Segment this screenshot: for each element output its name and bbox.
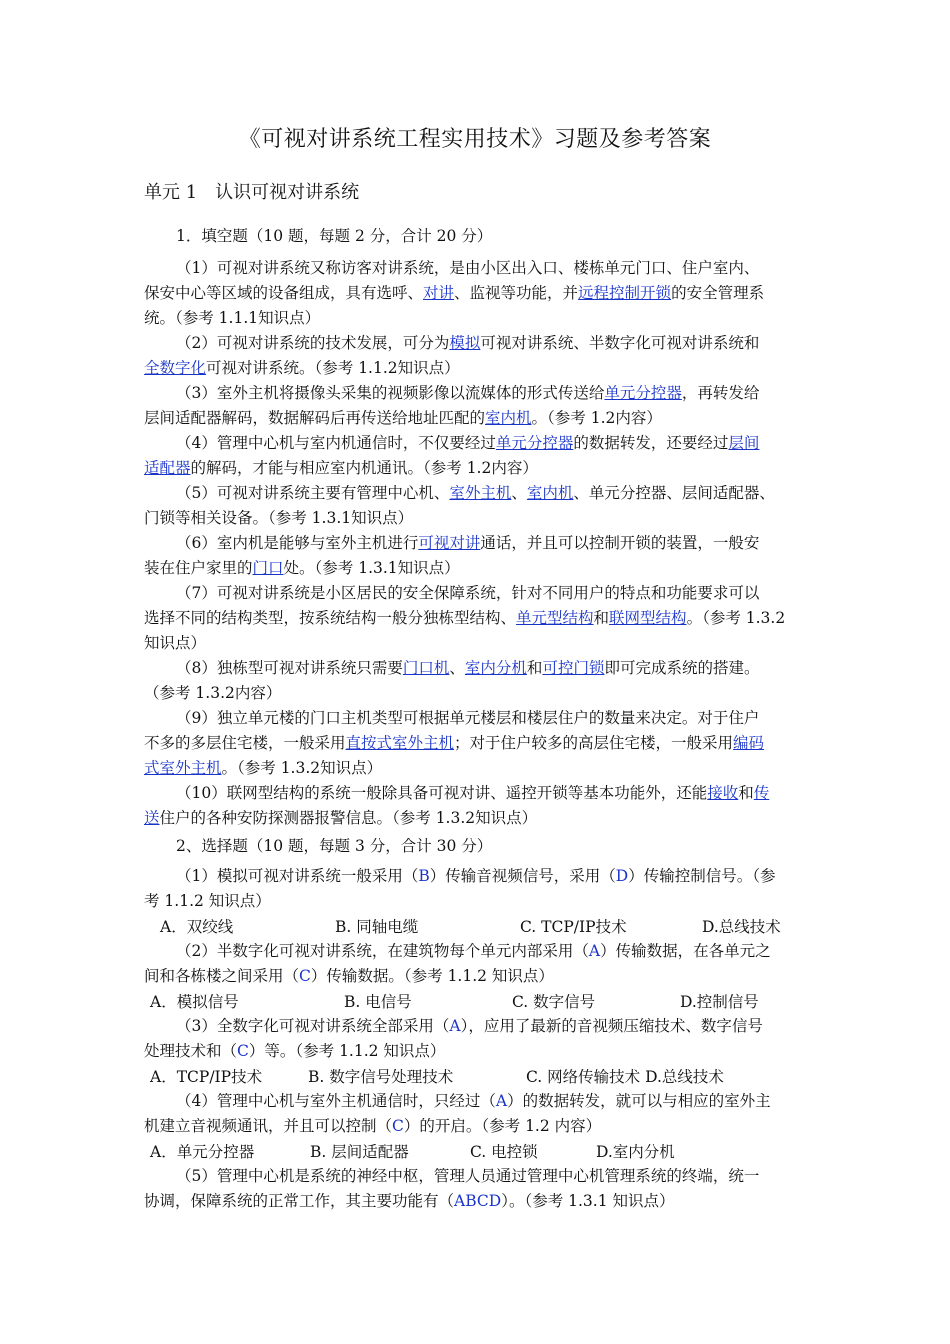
choice-3-line-2: 处理技术和（C）等。（参考 1.1.2 知识点） <box>144 1042 446 1060</box>
fill-7-line-2: 选择不同的结构类型，按系统结构一般分独栋型结构、单元型结构和联网型结构。（参考 1.3.2 <box>144 609 786 627</box>
fill-5-line-1: （5）可视对讲系统主要有管理中心机、室外主机、室内机、单元分控器、层间适配器、 <box>176 484 775 502</box>
fill-9-line-1: （9）独立单元楼的门口主机类型可根据单元楼层和楼层住户的数量来决定。对于住户 <box>176 709 760 727</box>
choice-answer: B <box>418 867 430 885</box>
choice-answer: C <box>299 967 311 985</box>
fill-9-line-2: 不多的多层住宅楼，一般采用直按式室外主机；对于住户较多的高层住宅楼，一般采用编码 <box>144 734 765 752</box>
option-c: C. TCP/IP技术 <box>520 918 627 936</box>
fill-8-line-1: （8）独栋型可视对讲系统只需要门口机、室内分机和可控门锁即可完成系统的搭建。 <box>176 659 760 677</box>
answer: 单元分控器 <box>604 384 682 402</box>
option-d: D.控制信号 <box>680 993 759 1011</box>
option-b: B. 电信号 <box>344 993 412 1011</box>
choice-answer: A <box>495 1092 508 1110</box>
answer: 直按式室外主机 <box>345 734 455 752</box>
answer: 编码 <box>733 734 765 752</box>
answer: 可控门锁 <box>542 659 605 677</box>
choice-answer: C <box>392 1117 404 1135</box>
fill-2-line-2: 全数字化可视对讲系统。（参考 1.1.2知识点） <box>144 359 460 377</box>
choice-1-line-1: （1）模拟可视对讲系统一般采用（B）传输音视频信号，采用（D）传输控制信号。（参 <box>176 867 776 885</box>
unit-heading: 单元 1 认识可视对讲系统 <box>144 182 360 203</box>
choice-3-line-1: （3）全数字化可视对讲系统全部采用（A），应用了最新的音视频压缩技术、数字信号 <box>176 1017 763 1035</box>
answer: 门口 <box>252 559 284 577</box>
fill-10-line-1: （10）联网型结构的系统一般除具备可视对讲、遥控开锁等基本功能外，还能接收和传 <box>176 784 770 802</box>
answer: 送 <box>144 809 160 827</box>
answer: 适配器 <box>144 459 191 477</box>
answer: 传 <box>753 784 770 802</box>
option-b: B. 数字信号处理技术 <box>308 1068 454 1086</box>
option-b: B. 同轴电缆 <box>335 918 419 936</box>
fill-10-line-2: 送住户的各种安防探测器报警信息。（参考 1.3.2知识点） <box>144 809 538 827</box>
fill-7-line-3: 知识点） <box>144 634 207 652</box>
answer: 室内分机 <box>464 659 527 677</box>
fill-6-line-1: （6）室内机是能够与室外主机进行可视对讲通话，并且可以控制开锁的装置，一般安 <box>176 534 760 552</box>
answer: 室内机 <box>526 484 574 502</box>
fill-1-line-3: 统。（参考 1.1.1知识点） <box>144 309 321 327</box>
fill-7-line-1: （7）可视对讲系统是小区居民的安全保障系统，针对不同用户的特点和功能要求可以 <box>176 584 760 602</box>
fill-3-line-2: 层间适配器解码，数据解码后再传送给地址匹配的室内机。（参考 1.2内容） <box>144 409 662 427</box>
option-a: A．模拟信号 <box>150 993 239 1011</box>
answer: 全数字化 <box>144 359 207 377</box>
fill-9-line-3: 式室外主机。（参考 1.3.2知识点） <box>144 759 383 777</box>
choice-4-line-2: 机建立音视频通讯，并且可以控制（C）的开启。（参考 1.2 内容） <box>144 1117 602 1135</box>
fill-4-line-1: （4）管理中心机与室内机通信时，不仅要经过单元分控器的数据转发，还要经过层间 <box>176 434 760 452</box>
choice-1-line-2: 考 1.1.2 知识点） <box>144 892 271 910</box>
answer: 门口机 <box>402 659 450 677</box>
answer: 模拟 <box>449 334 481 352</box>
option-a: A．单元分控器 <box>150 1143 255 1161</box>
answer: 远程控制开锁 <box>578 284 672 302</box>
answer: 联网型结构 <box>609 609 687 627</box>
choice-2-line-1: （2）半数字化可视对讲系统，在建筑物每个单元内部采用（A）传输数据，在各单元之 <box>176 942 771 960</box>
answer: 单元型结构 <box>516 609 594 627</box>
choice-2-line-2: 间和各栋楼之间采用（C）传输数据。（参考 1.1.2 知识点） <box>144 967 554 985</box>
answer: 可视对讲 <box>418 534 481 552</box>
choice-5-line-1: （5）管理中心机是系统的神经中枢，管理人员通过管理中心机管理系统的终端，统一 <box>176 1167 760 1185</box>
answer: 层间 <box>728 434 760 452</box>
choice-answer: D <box>615 867 629 885</box>
option-c: C. 数字信号 <box>512 993 596 1011</box>
option-d: D.室内分机 <box>596 1143 675 1161</box>
choice-4-line-1: （4）管理中心机与室外主机通信时，只经过（A）的数据转发，就可以与相应的室外主 <box>176 1092 771 1110</box>
choice-5-line-2: 协调，保障系统的正常工作，其主要功能有（ABCD）。（参考 1.3.1 知识点） <box>144 1192 675 1210</box>
option-a: A．TCP/IP技术 <box>150 1068 263 1086</box>
fill-3-line-1: （3）室外主机将摄像头采集的视频影像以流媒体的形式传送给单元分控器，再转发给 <box>176 384 760 402</box>
option-a: A．双绞线 <box>160 918 234 936</box>
fill-2-line-1: （2）可视对讲系统的技术发展，可分为模拟可视对讲系统、半数字化可视对讲系统和 <box>176 334 760 352</box>
answer: 室外主机 <box>449 484 512 502</box>
option-b: B. 层间适配器 <box>310 1143 409 1161</box>
answer: 对讲 <box>423 284 455 302</box>
fill-1-line-2: 保安中心等区域的设备组成，具有选呼、对讲、监视等功能，并远程控制开锁的安全管理系 <box>144 284 765 302</box>
fill-heading: 1．填空题（10 题，每题 2 分，合计 20 分） <box>176 227 493 245</box>
fill-8-line-2: （参考 1.3.2内容） <box>144 684 282 702</box>
choice-answer: ABCD <box>454 1192 502 1210</box>
option-d: D.总线技术 <box>702 918 781 936</box>
fill-5-line-2: 门锁等相关设备。（参考 1.3.1知识点） <box>144 509 414 527</box>
fill-4-line-2: 适配器的解码，才能与相应室内机通讯。（参考 1.2内容） <box>144 459 538 477</box>
answer: 接收 <box>707 784 739 802</box>
option-c: C. 电控锁 <box>470 1143 538 1161</box>
fill-1-line-1: （1）可视对讲系统又称访客对讲系统，是由小区出入口、楼栋单元门口、住户室内、 <box>176 259 760 277</box>
choice-heading: 2、选择题（10 题，每题 3 分，合计 30 分） <box>176 837 493 855</box>
option-c: C. 网络传输技术 D.总线技术 <box>526 1068 724 1086</box>
answer: 室内机 <box>485 409 532 427</box>
choice-answer: C <box>237 1042 249 1060</box>
choice-answer: A <box>449 1017 461 1035</box>
document-title: 《可视对讲系统工程实用技术》习题及参考答案 <box>238 127 712 152</box>
answer: 单元分控器 <box>495 434 574 452</box>
choice-answer: A <box>588 942 601 960</box>
fill-6-line-2: 装在住户家里的门口处。（参考 1.3.1知识点） <box>144 559 460 577</box>
answer: 式室外主机 <box>144 759 222 777</box>
